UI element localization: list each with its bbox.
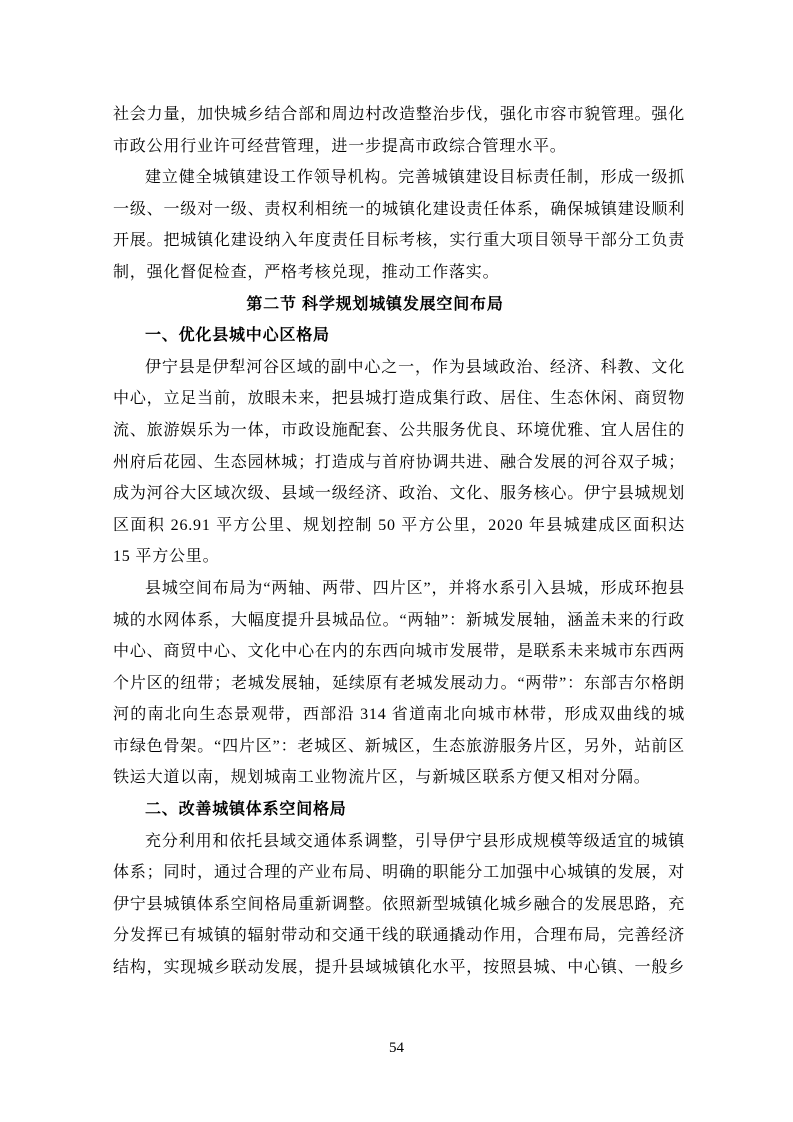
subsection-heading-2: 二、改善城镇体系空间格局: [145, 801, 347, 819]
paragraph: 建立健全城镇建设工作领导机构。完善城镇建设目标责任制，形成一级抓一级、一级对一级、责权利相统一的城镇化建设责任体系，确保城镇建设顺利开展。把城镇化建设纳入年度责任目标考核，实行重大项目领导干部分工负责制，强化督促检查，严格考核兑现，推动工作落实。: [113, 169, 685, 281]
section-heading: 第二节 科学规划城镇发展空间布局: [246, 295, 504, 313]
paragraph-continuation: 社会力量，加快城乡结合部和周边村改造整治步伐，强化市容市貌管理。强化市政公用行业许可经营管理，进一步提高市政综合管理水平。: [113, 106, 685, 155]
page-number: 54: [389, 1040, 404, 1056]
paragraph: 县城空间布局为“两轴、两带、四片区”，并将水系引入县城，形成环抱县城的水网体系，大幅度提升县城品位。“两轴”：新城发展轴，涵盖未来的行政中心、商贸中心、文化中心在内的东西向城市发展带，是联系未来城市东西两个片区的纽带；老城发展轴，延续原有老城发展动力。“两带”：东部吉尔格朗河的南北向生态景观带，西部沿 314 省道南北向城市林带，形成双曲线的城市绿色骨架。“四片区”：老城区、新城区，生态旅游服务片区，另外，站前区铁运大道以南，规划城南工业物流片区，与新城区联系方便又相对分隔。: [113, 579, 685, 787]
subsection-heading-1: 一、优化县城中心区格局: [145, 327, 330, 345]
paragraph: 伊宁县是伊犁河谷区域的副中心之一，作为县域政治、经济、科教、文化中心，立足当前，放眼未来，把县城打造成集行政、居住、生态休闲、商贸物流、旅游娱乐为一体，市政设施配套、公共服务优良、环境优雅、宜人居住的州府后花园、生态园林城；打造成与首府协调共进、融合发展的河谷双子城；成为河谷大区域次级、县域一级经济、政治、文化、服务核心。伊宁县城规划区面积 26.91 平方公里、规划控制 50 平方公里，2020 年县城建成区面积达 15 平方公里。: [113, 358, 685, 566]
text-block: [113, 99, 685, 984]
paragraph: 充分利用和依托县域交通体系调整，引导伊宁县形成规模等级适宜的城镇体系；同时，通过合理的产业布局、明确的职能分工加强中心城镇的发展，对伊宁县城镇体系空间格局重新调整。依照新型城镇化城乡融合的发展思路，充分发挥已有城镇的辐射带动和交通干线的联通撬动作用，合理布局，完善经济结构，实现城乡联动发展，提升县域城镇化水平，按照县城、中心镇、一般乡: [113, 832, 685, 977]
